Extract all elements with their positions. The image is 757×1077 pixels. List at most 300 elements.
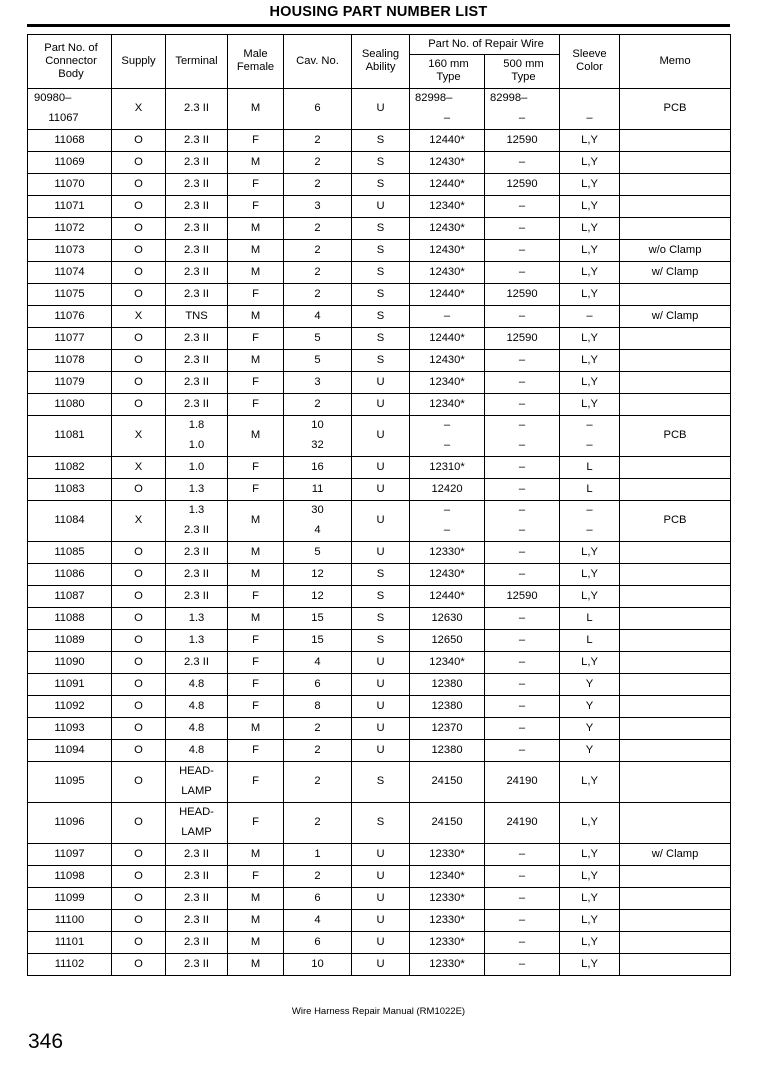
cell-memo (620, 717, 731, 739)
cell-repair-160-stack (410, 416, 484, 456)
cell-repair-160: 12330* (410, 953, 485, 975)
cell-memo (620, 651, 731, 673)
cell-repair-160: 24150 (410, 761, 485, 802)
cell-part-no: 11099 (28, 887, 112, 909)
cell-cav-no-line-1: 10 (311, 418, 324, 431)
cell-repair-500: – (485, 739, 560, 761)
cell-part-no: 11085 (28, 541, 112, 563)
cell-terminal: 2.3 II (166, 261, 228, 283)
cell-sleeve-color: L (560, 456, 620, 478)
cell-sleeve-color: L,Y (560, 865, 620, 887)
cell-male-female: M (228, 349, 284, 371)
col-header-160mm: 160 mm (428, 58, 469, 71)
cell-male-female: M (228, 607, 284, 629)
cell-part-no: 11094 (28, 739, 112, 761)
cell-repair-160-line-2: – (443, 524, 451, 537)
cell-terminal: 2.3 II (166, 173, 228, 195)
cell-part-no: 11089 (28, 629, 112, 651)
table-row (28, 585, 731, 607)
cell-repair-500: – (485, 931, 560, 953)
table-row (28, 953, 731, 975)
col-header-memo: Memo (620, 35, 731, 89)
cell-sealing-ability: U (352, 651, 410, 673)
cell-part-no: 11073 (28, 239, 112, 261)
cell-repair-160: 12420 (410, 478, 485, 500)
col-header-sealing-ability (352, 35, 410, 89)
table-row (28, 909, 731, 931)
cell-repair-160: 12630 (410, 607, 485, 629)
cell-repair-500: 12590 (485, 129, 560, 151)
cell-sleeve-color-stack (560, 501, 619, 541)
cell-part-no: 11078 (28, 349, 112, 371)
cell-part-no: 11096 (28, 802, 112, 843)
cell-sealing-ability: U (352, 195, 410, 217)
table-row (28, 739, 731, 761)
cell-memo: PCB (620, 88, 731, 129)
cell-part-no: 11081 (28, 415, 112, 456)
table-row (28, 629, 731, 651)
cell-supply: X (112, 305, 166, 327)
cell-male-female: M (228, 239, 284, 261)
cell-cav-no: 2 (284, 239, 352, 261)
table-row (28, 195, 731, 217)
cell-terminal-line-1: 1.3 (188, 503, 205, 516)
cell-part-no: 11102 (28, 953, 112, 975)
cell-memo: w/ Clamp (620, 261, 731, 283)
cell-sleeve-color: L,Y (560, 931, 620, 953)
cell-repair-160: 12340* (410, 393, 485, 415)
cell-cav-no: 2 (284, 261, 352, 283)
page-number: 346 (28, 1030, 64, 1053)
table-row (28, 415, 731, 456)
cell-sleeve-color: L,Y (560, 563, 620, 585)
cell-terminal-line-1: HEAD- (179, 764, 214, 777)
cell-part-no: 11071 (28, 195, 112, 217)
table-row (28, 865, 731, 887)
cell-terminal: 2.3 II (166, 953, 228, 975)
repair-160-value: – (443, 112, 451, 125)
cell-memo (620, 739, 731, 761)
cell-supply: O (112, 349, 166, 371)
cell-cav-no: 10 (284, 953, 352, 975)
cell-sealing-ability: S (352, 261, 410, 283)
cell-sealing-ability: U (352, 673, 410, 695)
cell-supply: O (112, 327, 166, 349)
cell-sleeve-color: L,Y (560, 173, 620, 195)
cell-memo: w/ Clamp (620, 305, 731, 327)
cell-memo (620, 456, 731, 478)
cell-repair-500: – (485, 371, 560, 393)
cell-repair-500: – (485, 629, 560, 651)
cell-terminal-stack (166, 501, 227, 541)
cell-male-female: M (228, 541, 284, 563)
cell-cav-no (284, 500, 352, 541)
cell-supply: O (112, 865, 166, 887)
cell-sleeve-color: L,Y (560, 802, 620, 843)
cell-repair-500: – (485, 887, 560, 909)
cell-repair-500: – (485, 261, 560, 283)
cell-terminal: 2.3 II (166, 327, 228, 349)
cell-male-female: M (228, 88, 284, 129)
cell-male-female: F (228, 585, 284, 607)
col-header-sleeve: Sleeve (572, 48, 607, 61)
cell-supply: O (112, 607, 166, 629)
cell-memo (620, 371, 731, 393)
cell-repair-500: – (485, 239, 560, 261)
cell-cav-no: 3 (284, 371, 352, 393)
cell-part-no: 11079 (28, 371, 112, 393)
table-row (28, 651, 731, 673)
cell-sealing-ability: U (352, 456, 410, 478)
cell-memo (620, 673, 731, 695)
cell-terminal: 2.3 II (166, 865, 228, 887)
cell-repair-160: 12440* (410, 327, 485, 349)
cell-cav-no: 12 (284, 585, 352, 607)
cell-sleeve-color (560, 415, 620, 456)
cell-repair-160: 12330* (410, 843, 485, 865)
cell-supply: O (112, 195, 166, 217)
col-header-male: Male (243, 48, 268, 61)
repair-500-stack (485, 89, 559, 129)
cell-repair-160: 12330* (410, 931, 485, 953)
cell-terminal: 2.3 II (166, 909, 228, 931)
cell-repair-500 (485, 500, 560, 541)
cell-male-female: F (228, 695, 284, 717)
cell-memo (620, 327, 731, 349)
cell-sealing-ability: S (352, 761, 410, 802)
cell-repair-160: 12440* (410, 585, 485, 607)
col-header-terminal: Terminal (166, 35, 228, 89)
cell-part-no: 11075 (28, 283, 112, 305)
cell-cav-no: 2 (284, 802, 352, 843)
cell-supply: O (112, 478, 166, 500)
cell-terminal-stack (166, 416, 227, 456)
cell-terminal: 2.3 II (166, 239, 228, 261)
cell-sleeve-color: L,Y (560, 585, 620, 607)
cell-sleeve-color: L,Y (560, 953, 620, 975)
cell-repair-500 (485, 415, 560, 456)
cell-terminal: 2.3 II (166, 393, 228, 415)
cell-supply: O (112, 283, 166, 305)
cell-male-female: M (228, 909, 284, 931)
cell-repair-160: 12370 (410, 717, 485, 739)
cell-memo (620, 173, 731, 195)
cell-male-female: M (228, 305, 284, 327)
table-row (28, 802, 731, 843)
cell-cav-no: 5 (284, 327, 352, 349)
cell-sleeve-color: Y (560, 739, 620, 761)
cell-sealing-ability: U (352, 739, 410, 761)
cell-repair-500: 12590 (485, 327, 560, 349)
cell-memo (620, 761, 731, 802)
cell-part-no: 11097 (28, 843, 112, 865)
cell-sleeve-color: L,Y (560, 283, 620, 305)
cell-part-no: 11082 (28, 456, 112, 478)
table-row (28, 478, 731, 500)
cell-male-female: M (228, 415, 284, 456)
cell-memo: w/o Clamp (620, 239, 731, 261)
cell-supply: O (112, 673, 166, 695)
table-row (28, 717, 731, 739)
cell-repair-500: – (485, 695, 560, 717)
cell-terminal: 4.8 (166, 739, 228, 761)
cell-male-female: F (228, 393, 284, 415)
cell-supply: O (112, 541, 166, 563)
cell-part-no: 11093 (28, 717, 112, 739)
cell-male-female: M (228, 261, 284, 283)
cell-memo (620, 349, 731, 371)
cell-cav-no: 15 (284, 629, 352, 651)
cell-sleeve-color-stack (560, 416, 619, 456)
cell-sleeve-color: L,Y (560, 651, 620, 673)
cell-cav-no: 6 (284, 673, 352, 695)
cell-memo (620, 802, 731, 843)
cell-repair-500: – (485, 541, 560, 563)
sleeve-spacer (560, 92, 619, 105)
cell-memo (620, 283, 731, 305)
cell-repair-500: – (485, 843, 560, 865)
cell-sleeve-color: L (560, 607, 620, 629)
cell-repair-500: – (485, 151, 560, 173)
cell-supply: O (112, 629, 166, 651)
col-header-female: Female (236, 61, 275, 74)
cell-sealing-ability: S (352, 585, 410, 607)
housing-part-number-table (27, 34, 731, 976)
table-body (28, 88, 731, 975)
cell-male-female: M (228, 151, 284, 173)
cell-repair-160: 12380 (410, 739, 485, 761)
cell-supply: O (112, 909, 166, 931)
cell-cav-no: 2 (284, 761, 352, 802)
cell-sleeve-color: L,Y (560, 349, 620, 371)
cell-repair-500: 12590 (485, 585, 560, 607)
cell-repair-500 (485, 88, 560, 129)
cell-sleeve-color: Y (560, 695, 620, 717)
cell-repair-500-line-1: – (518, 503, 526, 516)
cell-terminal: 2.3 II (166, 151, 228, 173)
table-row (28, 673, 731, 695)
cell-repair-500: – (485, 217, 560, 239)
cell-terminal: 2.3 II (166, 283, 228, 305)
cell-sleeve-color: L,Y (560, 239, 620, 261)
cell-part-no: 11084 (28, 500, 112, 541)
col-header-160mm-type (410, 55, 485, 88)
table-header (28, 35, 731, 89)
cell-terminal: 4.8 (166, 673, 228, 695)
cell-repair-500: 24190 (485, 761, 560, 802)
cell-sealing-ability: U (352, 865, 410, 887)
cell-sealing-ability: U (352, 478, 410, 500)
cell-cav-no: 6 (284, 88, 352, 129)
cell-part-no: 11072 (28, 217, 112, 239)
cell-terminal: 4.8 (166, 717, 228, 739)
cell-repair-500: – (485, 456, 560, 478)
cell-cav-no: 2 (284, 739, 352, 761)
cell-male-female: F (228, 195, 284, 217)
col-header-cav-no: Cav. No. (284, 35, 352, 89)
cell-cav-no: 5 (284, 541, 352, 563)
cell-male-female: F (228, 865, 284, 887)
cell-terminal (166, 500, 228, 541)
cell-male-female: M (228, 500, 284, 541)
cell-memo (620, 541, 731, 563)
cell-terminal (166, 415, 228, 456)
cell-sealing-ability: U (352, 909, 410, 931)
cell-memo: PCB (620, 415, 731, 456)
cell-supply: O (112, 931, 166, 953)
cell-supply: X (112, 500, 166, 541)
cell-repair-160: 12430* (410, 217, 485, 239)
cell-memo (620, 931, 731, 953)
cell-terminal (166, 802, 228, 843)
cell-memo (620, 953, 731, 975)
cell-sleeve-color: Y (560, 717, 620, 739)
table-row (28, 761, 731, 802)
cell-supply: O (112, 239, 166, 261)
cell-sleeve-color: – (560, 305, 620, 327)
cell-repair-160: – (410, 305, 485, 327)
cell-terminal-stack (166, 803, 227, 843)
table-row (28, 173, 731, 195)
table-row (28, 500, 731, 541)
cell-cav-no: 6 (284, 887, 352, 909)
cell-repair-500: – (485, 717, 560, 739)
cell-memo (620, 478, 731, 500)
cell-supply: O (112, 717, 166, 739)
col-header-sleeve-color (560, 35, 620, 89)
cell-supply: O (112, 953, 166, 975)
cell-part-no: 11080 (28, 393, 112, 415)
cell-sleeve-color: L (560, 629, 620, 651)
cell-terminal: 2.3 II (166, 349, 228, 371)
cell-part-no: 11092 (28, 695, 112, 717)
cell-cav-no: 3 (284, 195, 352, 217)
cell-part-no: 11100 (28, 909, 112, 931)
cell-repair-160: 24150 (410, 802, 485, 843)
cell-cav-no (284, 415, 352, 456)
cell-sealing-ability: U (352, 717, 410, 739)
cell-terminal: 2.3 II (166, 563, 228, 585)
cell-terminal: 1.3 (166, 629, 228, 651)
cell-male-female: F (228, 761, 284, 802)
cell-sealing-ability: S (352, 349, 410, 371)
cell-cav-no-stack (284, 501, 351, 541)
cell-male-female: F (228, 802, 284, 843)
cell-repair-500-line-2: – (518, 524, 526, 537)
cell-male-female: F (228, 371, 284, 393)
cell-sleeve-color: L,Y (560, 151, 620, 173)
cell-terminal: 2.3 II (166, 541, 228, 563)
cell-repair-160: 12380 (410, 673, 485, 695)
cell-sleeve-color: L,Y (560, 217, 620, 239)
cell-terminal: 1.3 (166, 478, 228, 500)
cell-supply: X (112, 415, 166, 456)
cell-terminal-line-2: 1.0 (188, 439, 205, 452)
cell-terminal: 2.3 II (166, 371, 228, 393)
cell-repair-160: 12330* (410, 541, 485, 563)
cell-repair-500-line-1: – (518, 418, 526, 431)
cell-sleeve-color-line-1: – (586, 503, 593, 516)
cell-sealing-ability: U (352, 931, 410, 953)
cell-memo: w/ Clamp (620, 843, 731, 865)
cell-repair-160: 12310* (410, 456, 485, 478)
cell-supply: O (112, 695, 166, 717)
cell-supply: O (112, 843, 166, 865)
cell-part-no: 11088 (28, 607, 112, 629)
cell-part-no: 11091 (28, 673, 112, 695)
cell-sleeve-color: L,Y (560, 761, 620, 802)
cell-repair-500: – (485, 651, 560, 673)
cell-repair-160-stack (410, 501, 484, 541)
cell-repair-160 (410, 415, 485, 456)
table-row (28, 393, 731, 415)
cell-supply: O (112, 585, 166, 607)
cell-terminal-line-1: 1.8 (188, 418, 205, 431)
cell-sleeve-color: L,Y (560, 843, 620, 865)
cell-memo (620, 695, 731, 717)
cell-repair-160-line-1: – (443, 418, 451, 431)
table-row (28, 327, 731, 349)
table-row (28, 541, 731, 563)
cell-cav-no: 15 (284, 607, 352, 629)
table-row (28, 887, 731, 909)
cell-repair-160: 12380 (410, 695, 485, 717)
cell-terminal (166, 761, 228, 802)
part-no-value: 11067 (48, 112, 79, 125)
cell-cav-no: 12 (284, 563, 352, 585)
cell-sealing-ability: S (352, 151, 410, 173)
cell-sleeve-color-line-1: – (586, 418, 593, 431)
page-title: HOUSING PART NUMBER LIST (269, 4, 488, 20)
cell-repair-160: 12440* (410, 129, 485, 151)
cell-repair-500: – (485, 393, 560, 415)
cell-terminal: 4.8 (166, 695, 228, 717)
cell-part-no: 11087 (28, 585, 112, 607)
col-header-repair-wire-group: Part No. of Repair Wire (410, 35, 560, 55)
cell-memo (620, 585, 731, 607)
cell-male-female: F (228, 629, 284, 651)
table-row (28, 843, 731, 865)
table-row (28, 371, 731, 393)
cell-repair-160 (410, 500, 485, 541)
cell-male-female: F (228, 478, 284, 500)
table-row (28, 88, 731, 129)
cell-supply: X (112, 88, 166, 129)
cell-terminal: 2.3 II (166, 217, 228, 239)
cell-repair-160: 12430* (410, 239, 485, 261)
cell-male-female: F (228, 651, 284, 673)
table-row (28, 129, 731, 151)
cell-sleeve-color (560, 500, 620, 541)
cell-sealing-ability: S (352, 129, 410, 151)
cell-supply: O (112, 651, 166, 673)
cell-cav-no: 2 (284, 217, 352, 239)
cell-repair-160: 12430* (410, 261, 485, 283)
cell-repair-500: – (485, 195, 560, 217)
cell-sealing-ability: S (352, 802, 410, 843)
col-header-color: Color (576, 61, 603, 74)
cell-sealing-ability: S (352, 607, 410, 629)
repair-500-prefix: 82998– (490, 91, 528, 104)
cell-memo (620, 195, 731, 217)
cell-part-no: 11076 (28, 305, 112, 327)
cell-sleeve-color: L (560, 478, 620, 500)
cell-repair-160: 12430* (410, 151, 485, 173)
cell-sealing-ability: U (352, 695, 410, 717)
repair-500-value: – (518, 112, 526, 125)
cell-sleeve-color-line-2: – (586, 439, 593, 452)
cell-supply: O (112, 151, 166, 173)
